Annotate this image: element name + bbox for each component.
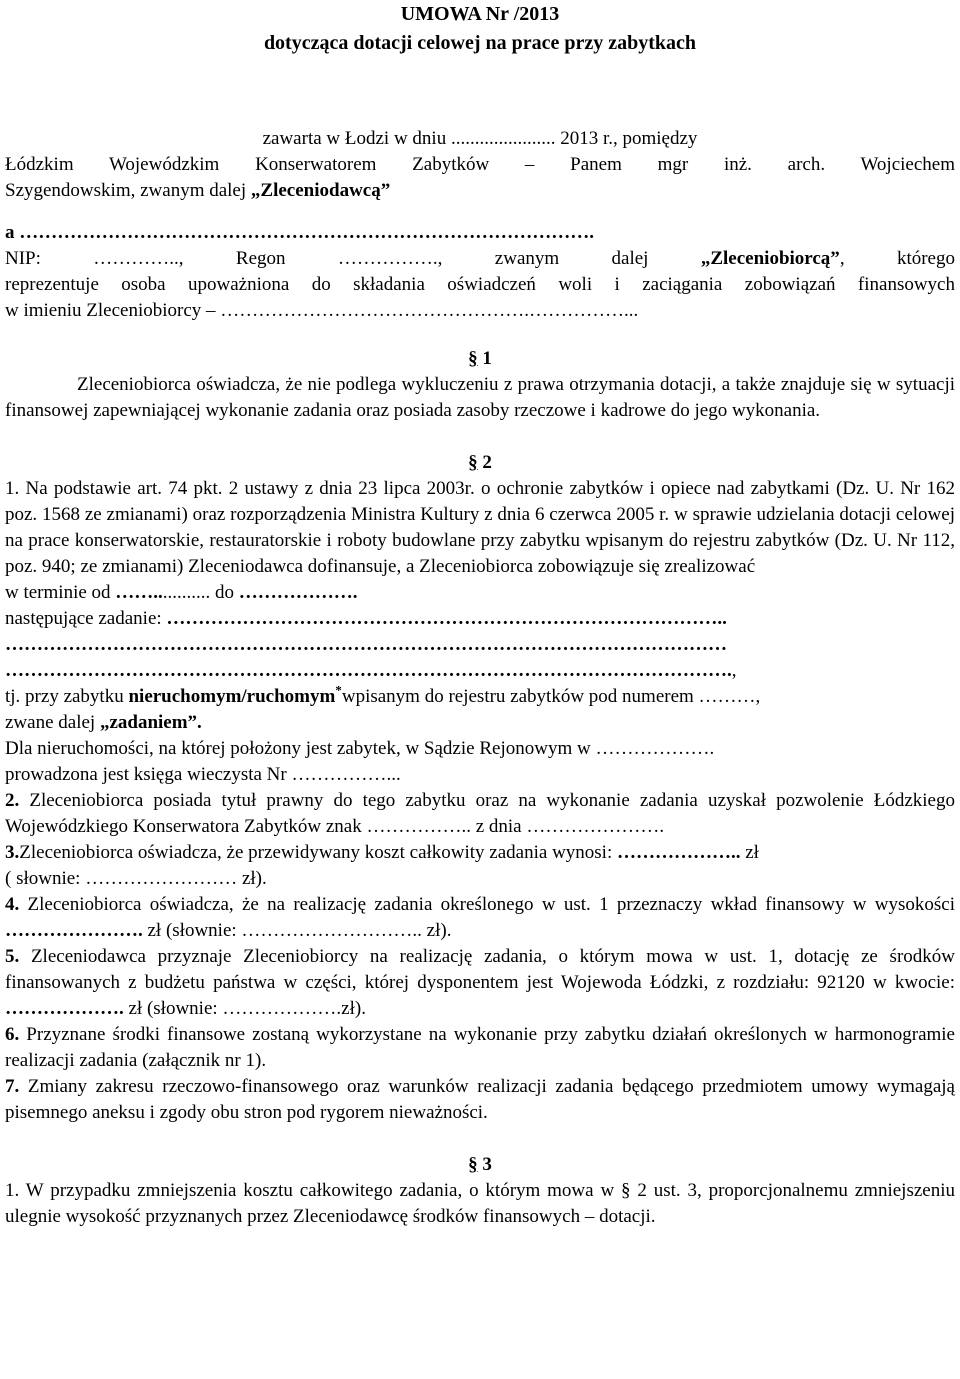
task-term-line: zwane dalej „zadaniem”. — [5, 712, 202, 733]
parties-block — [5, 126, 955, 324]
section-symbol: § — [468, 452, 478, 473]
section-2-point-5: 5. Zleceniodawca przyznaje Zleceniobiorcy na realizację zadania, o którym mowa w ust. 1, dotację ze środków finansowanych z budżetu państwa w części, której dysponentem jest Wojewoda Łódzki, z rozdziału: 92120 w kwocie: ………………. zł (słownie: ……………….zł). — [5, 946, 955, 1019]
section-2-point-4: 4. Zleceniobiorca oświadcza, że na realizację zadania określonego w ust. 1 przeznaczy wkład finansowy w wysokości …………………. zł (słownie: ……………………….. zł). — [5, 894, 955, 941]
section-3 — [5, 1152, 955, 1230]
zleceniobiorca-term: „Zleceniobiorcą” — [700, 248, 840, 269]
section-1-heading: § 1 — [468, 348, 492, 369]
section-1-text: Zleceniobiorca oświadcza, że nie podlega wykluczeniu z prawa otrzymania dotacji, a także znajduje się w sytuacji finansowej zapewniającej wykonanie zadania oraz posiada zasoby rzeczowe i kadrowe do jego wykonania. — [5, 374, 955, 421]
section-symbol: § — [468, 348, 478, 369]
section-2 — [5, 450, 955, 1126]
intro-line-3: Szygendowskim, zwanym dalej „Zleceniodawcą” — [5, 180, 391, 201]
section-symbol: § — [468, 1154, 478, 1175]
task-dots-3: ……………………………………………………………………………………………………., — [5, 660, 737, 681]
section-1 — [5, 346, 955, 424]
zleceniodawca-term: „Zleceniodawcą” — [250, 180, 391, 201]
section-2-heading: § 2 — [468, 452, 492, 473]
section-2-point-3-words: ( słownie: …………………… zł). — [5, 868, 267, 889]
intro-line-2: Łódzkim Wojewódzkim Konserwatorem Zabytków – Panem mgr inż. arch. Wojciechem — [5, 154, 955, 175]
section-2-point-7: 7. Zmiany zakresu rzeczowo-finansowego oraz warunków realizacji zadania będącego przedmiotem umowy wymagają pisemnego aneksu i zgody obu stron pod rygorem nieważności. — [5, 1076, 955, 1123]
section-3-point-1: 1. W przypadku zmniejszenia kosztu całkowitego zadania, o którym mowa w § 2 ust. 3, proporcjonalnemu zmniejszeniu ulegnie wysokość przyznanych przez Zleceniodawcę środków finansowych – dotacji. — [5, 1180, 955, 1227]
term-line: w terminie od ……............ do ………………. — [5, 582, 358, 603]
document-page — [5, 0, 955, 1230]
section-2-point-3: 3.Zleceniobiorca oświadcza, że przewidywany koszt całkowity zadania wynosi: ……………….. zł — [5, 842, 759, 863]
monument-line: tj. przy zabytku nieruchomym/ruchomym*wpisanym do rejestru zabytków pod numerem ………, — [5, 682, 761, 707]
task-line: następujące zadanie: …………………………………………………………………………….. — [5, 608, 727, 629]
intro-line-1: zawarta w Łodzi w dniu ...................... 2013 r., pomiędzy — [262, 128, 698, 149]
section-2-point-6: 6. Przyznane środki finansowe zostaną wykorzystane na wykonanie przy zabytku działań określonych w harmonogramie realizacji zadania (załącznik nr 1). — [5, 1024, 955, 1071]
property-line-1: Dla nieruchomości, na której położony jest zabytek, w Sądzie Rejonowym w ………………. — [5, 738, 715, 759]
monument-type: nieruchomym/ruchomym — [128, 686, 336, 707]
title-line-2: dotycząca dotacji celowej na prace przy zabytkach — [263, 32, 697, 54]
section-2-point-1: 1. Na podstawie art. 74 pkt. 2 ustawy z dnia 23 lipca 2003r. o ochronie zabytków i opiece nad zabytkami (Dz. U. Nr 162 poz. 1568 ze zmianami) oraz rozporządzenia Ministra Kultury z dnia 6 czerwca 2005 r. w sprawie udzielania dotacji celowej na prace konserwatorskie, restauratorskie i roboty budowlane przy zabytku wpisanym do rejestru zabytków (Dz. U. Nr 112, poz. 940; ze zmianami) Zleceniodawca dofinansuje, a Zleceniobiorca zobowiązuje się zrealizować — [5, 478, 955, 577]
title-line-1: UMOWA Nr /2013 — [400, 3, 560, 25]
task-dots-2: …………………………………………………………………………………………………… — [5, 634, 727, 655]
section-3-heading: § 3 — [468, 1154, 492, 1175]
document-title — [5, 0, 955, 58]
representative-line-1: reprezentuje osoba upoważniona do składania oświadczeń woli i zaciągania zobowiązań finansowych — [5, 274, 955, 295]
property-line-2: prowadzona jest księga wieczysta Nr ……………... — [5, 764, 401, 785]
nip-regon-line: NIP: ………….., Regon ……………., zwanym dalej „Zleceniobiorcą”, którego — [5, 248, 955, 269]
representative-line-2: w imieniu Zleceniobiorcy – ………………………………………….……………... — [5, 300, 639, 321]
zadanie-term: „zadaniem”. — [99, 712, 202, 733]
party-a-line: a ………………………………………………………………………………. — [5, 222, 594, 243]
section-2-point-2: 2. Zleceniobiorca posiada tytuł prawny do tego zabytku oraz na wykonanie zadania uzyskał pozwolenie Łódzkiego Wojewódzkiego Konserwatora Zabytków znak …………….. z dnia …………………. — [5, 790, 955, 837]
